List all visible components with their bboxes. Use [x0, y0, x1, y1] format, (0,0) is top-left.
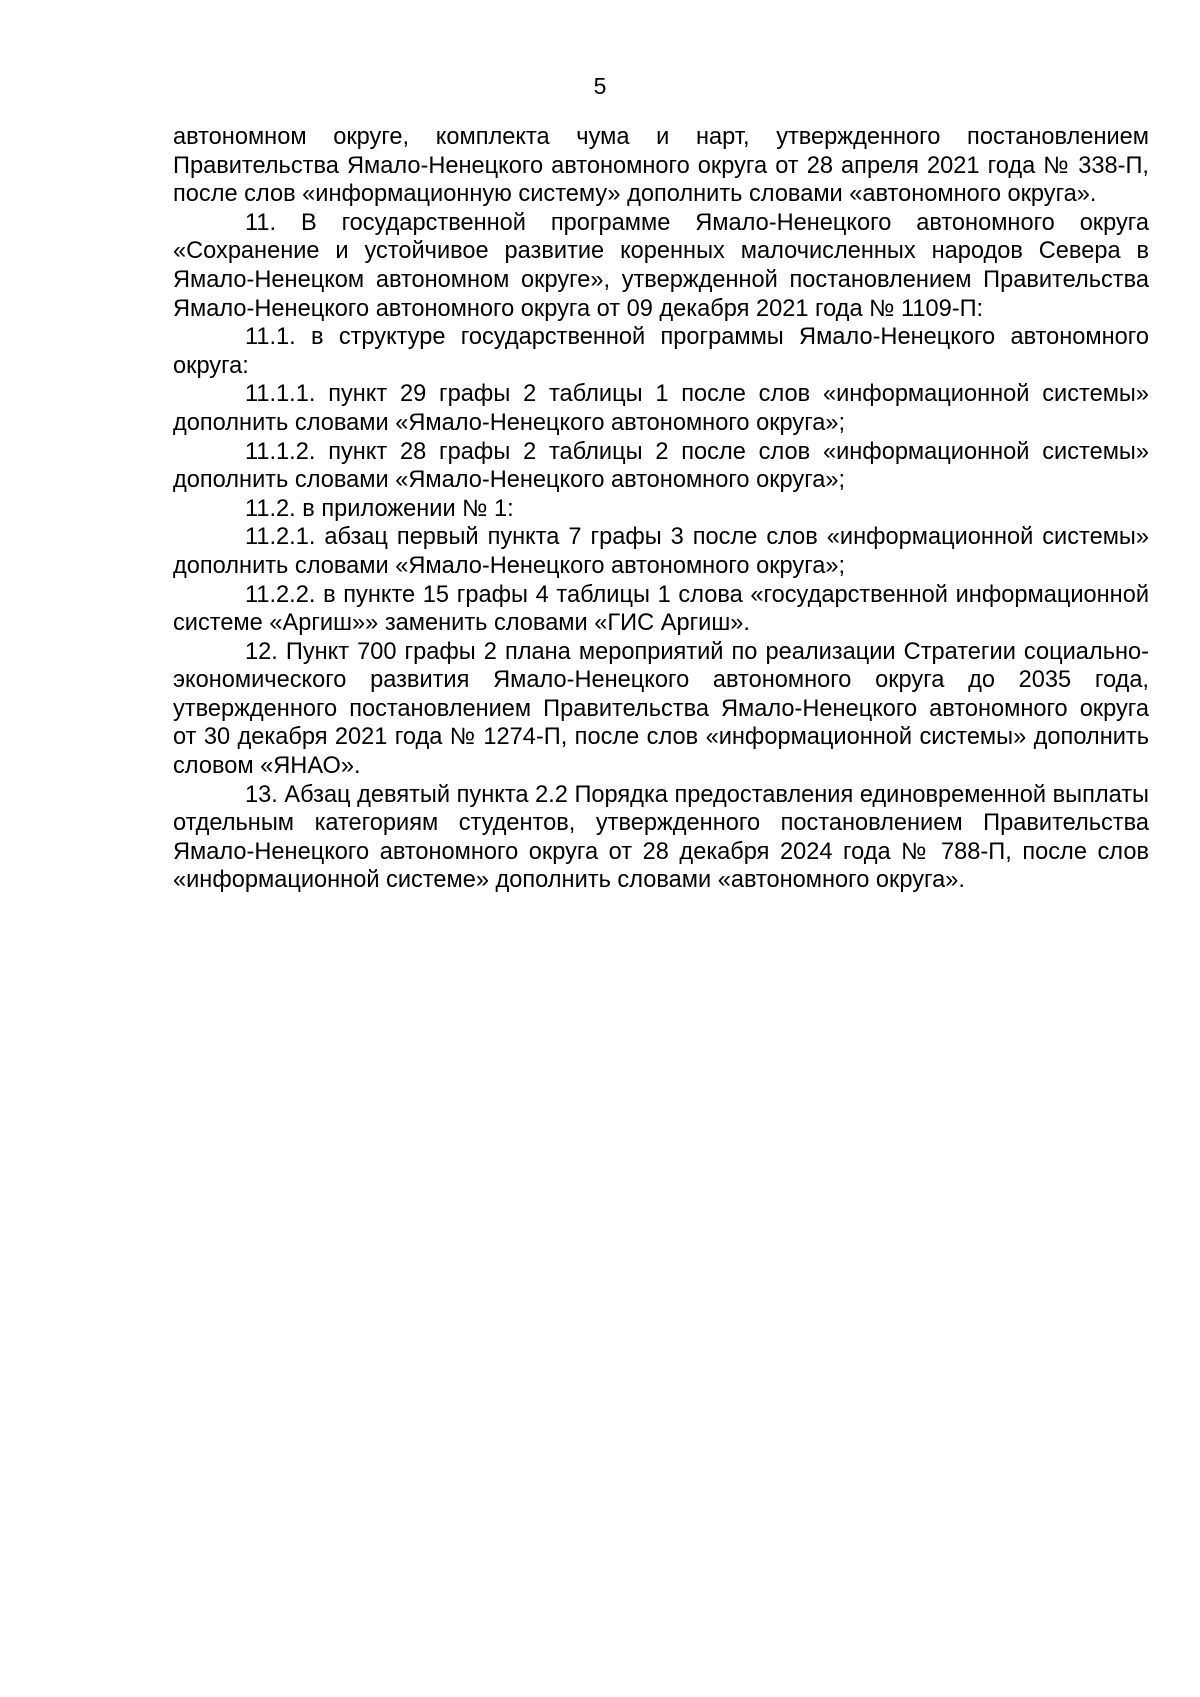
paragraph-item-11-2-1: 11.2.1. абзац первый пункта 7 графы 3 после слов «информационной системы» дополнить словами «Ямало-Ненецкого автономного округа»; — [173, 524, 1149, 579]
paragraph-item-11-1-1: 11.1.1. пункт 29 графы 2 таблицы 1 после слов «информационной системы» дополнить словами «Ямало-Ненецкого автономного округа»; — [173, 381, 1149, 436]
paragraph-item-11-2: 11.2. в приложении № 1: — [245, 495, 514, 522]
paragraph-item-11: 11. В государственной программе Ямало-Ненецкого автономного округа «Сохранение и устойчивое развитие коренных малочисленных народов Севера в Ямало-Ненецком автономном округе», утвержденной постановлением Правительства Ямало-Ненецкого автономного округа от 09 декабря 2021 года № 1109-П: — [173, 209, 1149, 322]
paragraph-item-11-2-2: 11.2.2. в пункте 15 графы 4 таблицы 1 слова «государственной информационной системе «Аргиш»» заменить словами «ГИС Аргиш». — [173, 581, 1149, 637]
paragraph-continuation: автономном округе, комплекта чума и нарт, утвержденного постановлением Правительства Ямало-Ненецкого автономного округа от 28 апреля 2021 года № 338-П, после слов «информационную систему» дополнить словами «автономного округа». — [173, 124, 1149, 208]
paragraph-item-11-1: 11.1. в структуре государственной программы Ямало-Ненецкого автономного округа: — [173, 324, 1149, 379]
paragraph-item-12: 12. Пункт 700 графы 2 плана мероприятий по реализации Стратегии социально-экономического развития Ямало-Ненецкого автономного округа до 2035 года, утвержденного постановлением Правительства Ямало-Ненецкого автономного округа от 30 декабря 2021 года № 1274-П, после слов «информационной системы» дополнить словом «ЯНАО». — [173, 638, 1149, 780]
paragraph-item-13: 13. Абзац девятый пункта 2.2 Порядка предоставления единовременной выплаты отдельным категориям студентов, утвержденного постановлением Правительства Ямало-Ненецкого автономного округа от 28 декабря 2024 года № 788-П, после слов «информационной системе» дополнить словами «автономного округа». — [173, 781, 1149, 894]
page-number: 5 — [593, 73, 607, 99]
document-body — [173, 123, 1149, 895]
paragraph-item-11-1-2: 11.1.2. пункт 28 графы 2 таблицы 2 после слов «информационной системы» дополнить словами «Ямало-Ненецкого автономного округа»; — [173, 438, 1149, 494]
